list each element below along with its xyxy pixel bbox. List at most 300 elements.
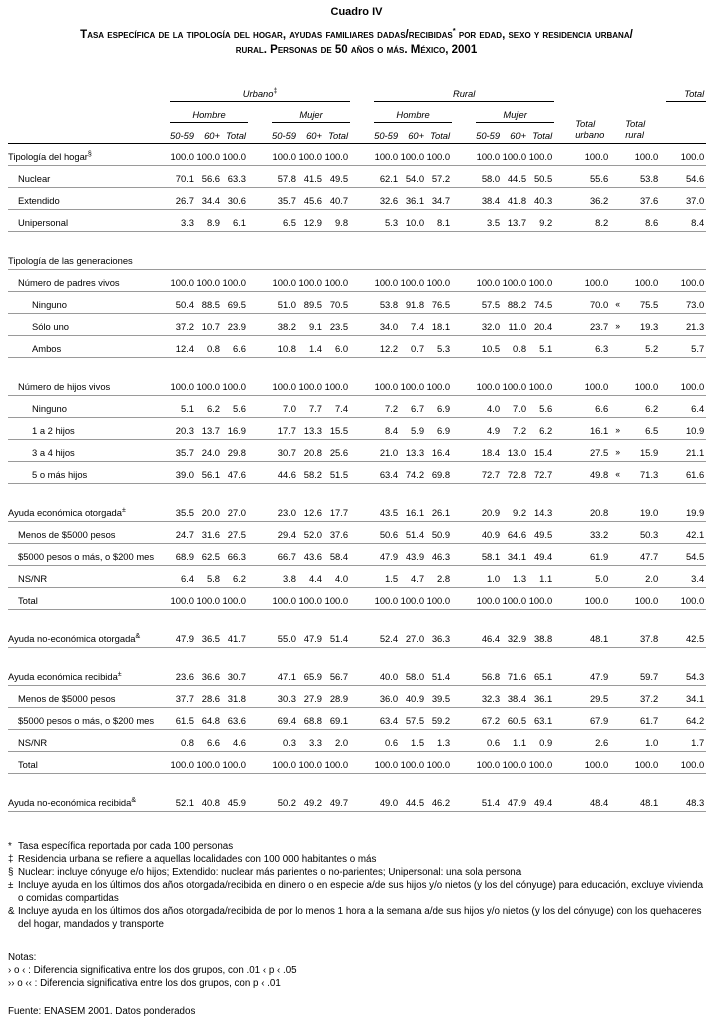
spacer-cell	[452, 707, 476, 729]
value-cell: 100.0	[502, 269, 528, 291]
value-cell: 68.8	[298, 707, 324, 729]
row-label: Tipología de las generaciones	[8, 248, 170, 270]
value-cell: 100.0	[170, 587, 196, 609]
value-cell: 47.9	[574, 664, 610, 686]
value-cell: 50.9	[426, 521, 452, 543]
value-cell: 34.4	[196, 187, 222, 209]
table-row	[8, 165, 706, 187]
spacer-cell	[8, 357, 706, 374]
table-row	[8, 209, 706, 231]
spacer-cell	[452, 521, 476, 543]
value-cell: 100.0	[272, 143, 298, 165]
value-cell: 6.2	[222, 565, 248, 587]
spacer-cell	[452, 751, 476, 773]
spacer-cell	[350, 101, 374, 122]
value-cell: 13.3	[400, 439, 426, 461]
value-cell: 6.7	[400, 395, 426, 417]
value-cell: 39.5	[426, 685, 452, 707]
spacer-cell	[452, 335, 476, 357]
table-row	[8, 729, 706, 751]
col-header-50-59: 50-59	[170, 122, 196, 143]
value-cell: 100.0	[476, 269, 502, 291]
value-cell: 47.9	[298, 626, 324, 648]
value-cell: 100.0	[528, 374, 554, 396]
spacer-cell	[554, 209, 574, 231]
value-cell: 17.7	[272, 417, 298, 439]
value-cell: 100.0	[374, 751, 400, 773]
spacer-cell	[248, 313, 272, 335]
footnote	[8, 905, 705, 931]
value-cell: 100.0	[170, 143, 196, 165]
col-header-50-59: 50-59	[272, 122, 298, 143]
spacer-cell	[452, 439, 476, 461]
spacer-cell	[350, 187, 374, 209]
value-cell: 100.0	[222, 751, 248, 773]
value-cell: 55.6	[574, 165, 610, 187]
spacer-cell	[554, 461, 574, 483]
value-cell: 54.3	[666, 664, 706, 686]
row-label: 5 o más hijos	[8, 461, 170, 483]
value-cell: 100.0	[476, 751, 502, 773]
value-cell: 7.0	[502, 395, 528, 417]
spacer-cell	[248, 729, 272, 751]
spacer-cell	[350, 313, 374, 335]
value-cell: 6.3	[574, 335, 610, 357]
value-cell: 30.6	[222, 187, 248, 209]
spacer-cell	[350, 395, 374, 417]
value-cell: 100.0	[170, 374, 196, 396]
value-cell: 40.8	[196, 790, 222, 812]
value-cell: 36.3	[426, 626, 452, 648]
value-cell: 71.6	[502, 664, 528, 686]
value-cell: 11.0	[502, 313, 528, 335]
value-cell: 19.0	[624, 500, 660, 522]
value-cell: 44.6	[272, 461, 298, 483]
col-group-hombre-urbano: Hombre	[170, 101, 248, 122]
spacer-cell	[350, 209, 374, 231]
row-label: NS/NR	[8, 565, 170, 587]
value-cell: 100.0	[624, 587, 660, 609]
value-cell: 100.0	[574, 374, 610, 396]
value-cell: 1.0	[624, 729, 660, 751]
row-label: 3 a 4 hijos	[8, 439, 170, 461]
value-cell: 34.7	[426, 187, 452, 209]
spacer-cell	[554, 374, 574, 396]
spacer-cell	[8, 231, 706, 248]
value-cell: 66.3	[222, 543, 248, 565]
value-cell: 9.2	[502, 500, 528, 522]
spacer-cell	[452, 269, 476, 291]
value-cell: 100.0	[374, 587, 400, 609]
value-cell: 100.0	[502, 143, 528, 165]
significance-marker: ››	[610, 417, 624, 439]
value-cell: 34.1	[502, 543, 528, 565]
value-cell: 51.4	[400, 521, 426, 543]
value-cell: 100.0	[272, 751, 298, 773]
value-cell: 29.4	[272, 521, 298, 543]
spacer-cell	[554, 439, 574, 461]
spacer-cell	[248, 751, 272, 773]
value-cell: 26.7	[170, 187, 196, 209]
value-cell: 34.1	[666, 685, 706, 707]
table-row	[8, 248, 706, 270]
value-cell: 50.4	[170, 291, 196, 313]
spacer-cell	[248, 707, 272, 729]
value-cell: 3.4	[666, 565, 706, 587]
spacer-cell	[554, 313, 574, 335]
corner-cell	[8, 122, 170, 143]
value-cell: 48.1	[574, 626, 610, 648]
value-cell: 37.2	[624, 685, 660, 707]
value-cell: 27.5	[574, 439, 610, 461]
value-cell: 36.1	[528, 685, 554, 707]
value-cell: 63.3	[222, 165, 248, 187]
footnote-text: Nuclear: incluye cónyuge e/o hijos; Extendido: nuclear más parientes o no-parientes; Unipersonal: una sola persona	[18, 866, 522, 878]
spacer-cell	[452, 187, 476, 209]
col-header-50-59: 50-59	[374, 122, 400, 143]
table-row	[8, 543, 706, 565]
value-cell: 1.5	[400, 729, 426, 751]
value-cell: 13.7	[196, 417, 222, 439]
value-cell: 100.0	[196, 374, 222, 396]
row-label: Menos de $5000 pesos	[8, 685, 170, 707]
row-label: Ambos	[8, 335, 170, 357]
value-cell: 56.1	[196, 461, 222, 483]
spacer-cell	[554, 626, 574, 648]
spacer-cell	[248, 521, 272, 543]
value-cell: 49.4	[528, 543, 554, 565]
significance-marker	[610, 790, 624, 812]
value-cell: 31.6	[196, 521, 222, 543]
value-cell: 64.6	[502, 521, 528, 543]
note-line: › o ‹ : Diferencia significativa entre los dos grupos, con .01 ‹ p ‹ .05	[8, 964, 297, 976]
value-cell: 17.7	[324, 500, 350, 522]
spacer-cell	[554, 587, 574, 609]
col-group-urbano-label: Urbano	[242, 87, 274, 99]
value-cell: 55.0	[272, 626, 298, 648]
significance-marker: ‹‹	[610, 291, 624, 313]
value-cell: 100.0	[574, 143, 610, 165]
table-row	[8, 335, 706, 357]
col-group-mujer-urbano: Mujer	[272, 101, 350, 122]
value-cell: 100.0	[574, 269, 610, 291]
spacer-cell	[452, 291, 476, 313]
significance-marker	[610, 165, 624, 187]
value-cell: 44.5	[400, 790, 426, 812]
value-cell: 0.6	[476, 729, 502, 751]
value-cell: 50.5	[528, 165, 554, 187]
value-cell: 12.6	[298, 500, 324, 522]
spacer-cell	[350, 626, 374, 648]
significance-marker	[610, 685, 624, 707]
value-cell: 26.1	[426, 500, 452, 522]
value-cell: 27.9	[298, 685, 324, 707]
spacer-cell	[350, 543, 374, 565]
value-cell: 49.7	[324, 790, 350, 812]
value-cell: 5.6	[528, 395, 554, 417]
value-cell: 10.8	[272, 335, 298, 357]
spacer-row	[8, 483, 706, 500]
spacer-cell	[554, 143, 574, 165]
value-cell: 62.5	[196, 543, 222, 565]
col-header-total: Total	[222, 122, 248, 143]
spacer-row	[8, 773, 706, 790]
spacer-cell	[248, 790, 272, 812]
footnote-text: Residencia urbana se refiere a aquellas localidades con 100 000 habitantes o más	[18, 853, 377, 865]
value-cell: 47.9	[502, 790, 528, 812]
value-cell: 47.7	[624, 543, 660, 565]
value-cell: 6.4	[170, 565, 196, 587]
value-cell: 100.0	[196, 269, 222, 291]
value-cell: 50.2	[272, 790, 298, 812]
value-cell: 10.9	[666, 417, 706, 439]
value-cell: 30.7	[222, 664, 248, 686]
row-label: 1 a 2 hijos	[8, 417, 170, 439]
value-cell: 100.0	[324, 374, 350, 396]
spacer-cell	[554, 543, 574, 565]
value-cell: 49.8	[574, 461, 610, 483]
value-cell: 70.5	[324, 291, 350, 313]
value-cell: 100.0	[502, 587, 528, 609]
value-cell: 100.0	[374, 269, 400, 291]
value-cell: 36.2	[574, 187, 610, 209]
value-cell: 58.2	[298, 461, 324, 483]
value-cell: 28.6	[196, 685, 222, 707]
value-cell: 35.5	[170, 500, 196, 522]
value-cell: 56.7	[324, 664, 350, 686]
table-row	[8, 664, 706, 686]
value-cell: 72.7	[528, 461, 554, 483]
col-group-urbano	[170, 81, 350, 102]
value-cell: 2.0	[624, 565, 660, 587]
value-cell: 2.0	[324, 729, 350, 751]
value-cell: 91.8	[400, 291, 426, 313]
row-label: Ayuda no-económica otorgada&	[8, 626, 170, 648]
section-filler	[170, 248, 706, 270]
footnote	[8, 879, 705, 905]
spacer-cell	[452, 461, 476, 483]
col-header-total-urbano-line2: urbano	[575, 129, 605, 141]
value-cell: 0.8	[502, 335, 528, 357]
value-cell: 76.5	[426, 291, 452, 313]
spacer-cell	[452, 543, 476, 565]
col-header-total-rural-line2: rural	[625, 129, 644, 141]
value-cell: 16.1	[400, 500, 426, 522]
value-cell: 1.4	[298, 335, 324, 357]
value-cell: 20.3	[170, 417, 196, 439]
spacer-cell	[8, 483, 706, 500]
value-cell: 1.3	[502, 565, 528, 587]
value-cell: 27.0	[222, 500, 248, 522]
spacer-cell	[350, 291, 374, 313]
significance-marker	[610, 335, 624, 357]
value-cell: 56.6	[196, 165, 222, 187]
value-cell: 88.5	[196, 291, 222, 313]
value-cell: 100.0	[502, 374, 528, 396]
spacer-cell	[452, 565, 476, 587]
value-cell: 7.4	[324, 395, 350, 417]
value-cell: 100.0	[624, 143, 660, 165]
col-header-total-urbano-line1: Total	[575, 117, 596, 129]
value-cell: 35.7	[170, 439, 196, 461]
significance-marker	[610, 209, 624, 231]
value-cell: 61.6	[666, 461, 706, 483]
value-cell: 45.6	[298, 187, 324, 209]
value-cell: 4.4	[298, 565, 324, 587]
spacer-cell	[248, 417, 272, 439]
value-cell: 100.0	[426, 269, 452, 291]
spacer-cell	[554, 122, 574, 143]
col-header-total: Total	[324, 122, 350, 143]
value-cell: 7.7	[298, 395, 324, 417]
footnote-symbol: ±	[8, 879, 14, 891]
value-cell: 100.0	[400, 374, 426, 396]
value-cell: 37.2	[170, 313, 196, 335]
value-cell: 100.0	[324, 269, 350, 291]
value-cell: 41.5	[298, 165, 324, 187]
value-cell: 5.8	[196, 565, 222, 587]
value-cell: 49.5	[324, 165, 350, 187]
table-row	[8, 461, 706, 483]
spacer-cell	[248, 626, 272, 648]
spacer-cell	[350, 521, 374, 543]
value-cell: 15.9	[624, 439, 660, 461]
value-cell: 6.0	[324, 335, 350, 357]
footnote-symbol: &	[8, 905, 15, 917]
table-row	[8, 269, 706, 291]
value-cell: 5.2	[624, 335, 660, 357]
footnote-symbol: §	[8, 866, 14, 878]
value-cell: 42.5	[666, 626, 706, 648]
value-cell: 16.9	[222, 417, 248, 439]
value-cell: 8.2	[574, 209, 610, 231]
notes-heading: Notas:	[8, 951, 37, 963]
footnote-marker: ‡	[273, 87, 278, 95]
table-row	[8, 565, 706, 587]
value-cell: 58.1	[476, 543, 502, 565]
spacer-cell	[574, 81, 660, 102]
spacer-cell	[350, 664, 374, 686]
spacer-cell	[248, 664, 272, 686]
row-label: $5000 pesos o más, o $200 mes	[8, 707, 170, 729]
value-cell: 46.2	[426, 790, 452, 812]
footnote-marker: &	[131, 796, 137, 804]
col-group-rural: Rural	[374, 81, 554, 102]
row-label: Ayuda económica otorgada±	[8, 500, 170, 522]
value-cell: 48.4	[574, 790, 610, 812]
spacer-cell	[248, 461, 272, 483]
value-cell: 100.0	[400, 269, 426, 291]
footnote-text: Incluye ayuda en los últimos dos años otorgada/recibida de por lo menos 1 hora a la semana a/de sus hijos y/o nietos (y los del cónyuge) con los quehaceres del hogar, mandados y transporte	[18, 905, 702, 930]
spacer-cell	[248, 335, 272, 357]
value-cell: 38.8	[528, 626, 554, 648]
value-cell: 70.1	[170, 165, 196, 187]
value-cell: 100.0	[476, 587, 502, 609]
spacer-row	[8, 647, 706, 664]
col-header-total: Total	[528, 122, 554, 143]
value-cell: 0.8	[170, 729, 196, 751]
spacer-cell	[554, 335, 574, 357]
value-cell: 1.5	[374, 565, 400, 587]
spacer-cell	[248, 101, 272, 122]
table-title-text: Tasa específica de la tipología del hogar, ayudas familiares dadas/recibidas	[80, 28, 453, 41]
significance-marker	[610, 521, 624, 543]
value-cell: 89.5	[298, 291, 324, 313]
significance-marker	[610, 626, 624, 648]
value-cell: 5.1	[528, 335, 554, 357]
value-cell: 59.2	[426, 707, 452, 729]
spacer-cell	[452, 165, 476, 187]
significance-marker: ››	[610, 313, 624, 335]
value-cell: 100.0	[574, 751, 610, 773]
significance-marker	[610, 500, 624, 522]
row-label: NS/NR	[8, 729, 170, 751]
value-cell: 46.4	[476, 626, 502, 648]
value-cell: 51.4	[426, 664, 452, 686]
row-label: Menos de $5000 pesos	[8, 521, 170, 543]
value-cell: 71.3	[624, 461, 660, 483]
value-cell: 13.7	[502, 209, 528, 231]
spacer-cell	[350, 417, 374, 439]
value-cell: 88.2	[502, 291, 528, 313]
value-cell: 100.0	[426, 374, 452, 396]
value-cell: 57.5	[400, 707, 426, 729]
value-cell: 16.4	[426, 439, 452, 461]
value-cell: 58.4	[324, 543, 350, 565]
spacer-cell	[350, 335, 374, 357]
value-cell: 20.0	[196, 500, 222, 522]
footnote-text: Incluye ayuda en los últimos dos años otorgada/recibida en dinero o en especie a/de sus hijos y/o nietos (y los del cónyuge) para educación, excluye vivienda o comidas compartidas	[18, 879, 704, 904]
row-label: Nuclear	[8, 165, 170, 187]
footnote-marker: &	[135, 632, 141, 640]
value-cell: 5.3	[426, 335, 452, 357]
value-cell: 65.1	[528, 664, 554, 686]
spacer-cell	[350, 707, 374, 729]
value-cell: 74.2	[400, 461, 426, 483]
value-cell: 49.5	[528, 521, 554, 543]
value-cell: 68.9	[170, 543, 196, 565]
value-cell: 100.0	[272, 374, 298, 396]
value-cell: 30.3	[272, 685, 298, 707]
value-cell: 7.2	[502, 417, 528, 439]
table-row	[8, 790, 706, 812]
value-cell: 44.5	[502, 165, 528, 187]
value-cell: 100.0	[426, 587, 452, 609]
value-cell: 57.2	[426, 165, 452, 187]
value-cell: 100.0	[476, 374, 502, 396]
value-cell: 29.5	[574, 685, 610, 707]
spacer-cell	[452, 664, 476, 686]
value-cell: 100.0	[374, 374, 400, 396]
value-cell: 21.3	[666, 313, 706, 335]
value-cell: 15.4	[528, 439, 554, 461]
value-cell: 38.2	[272, 313, 298, 335]
footnote-marker: ±	[117, 670, 122, 678]
spacer-cell	[350, 439, 374, 461]
value-cell: 32.3	[476, 685, 502, 707]
table-row	[8, 751, 706, 773]
value-cell: 70.0	[574, 291, 610, 313]
col-header-60plus: 60+	[196, 122, 222, 143]
value-cell: 50.3	[624, 521, 660, 543]
table-row	[8, 587, 706, 609]
spacer-cell	[350, 269, 374, 291]
value-cell: 74.5	[528, 291, 554, 313]
value-cell: 7.0	[272, 395, 298, 417]
value-cell: 5.1	[170, 395, 196, 417]
significance-marker	[610, 543, 624, 565]
value-cell: 100.0	[400, 143, 426, 165]
